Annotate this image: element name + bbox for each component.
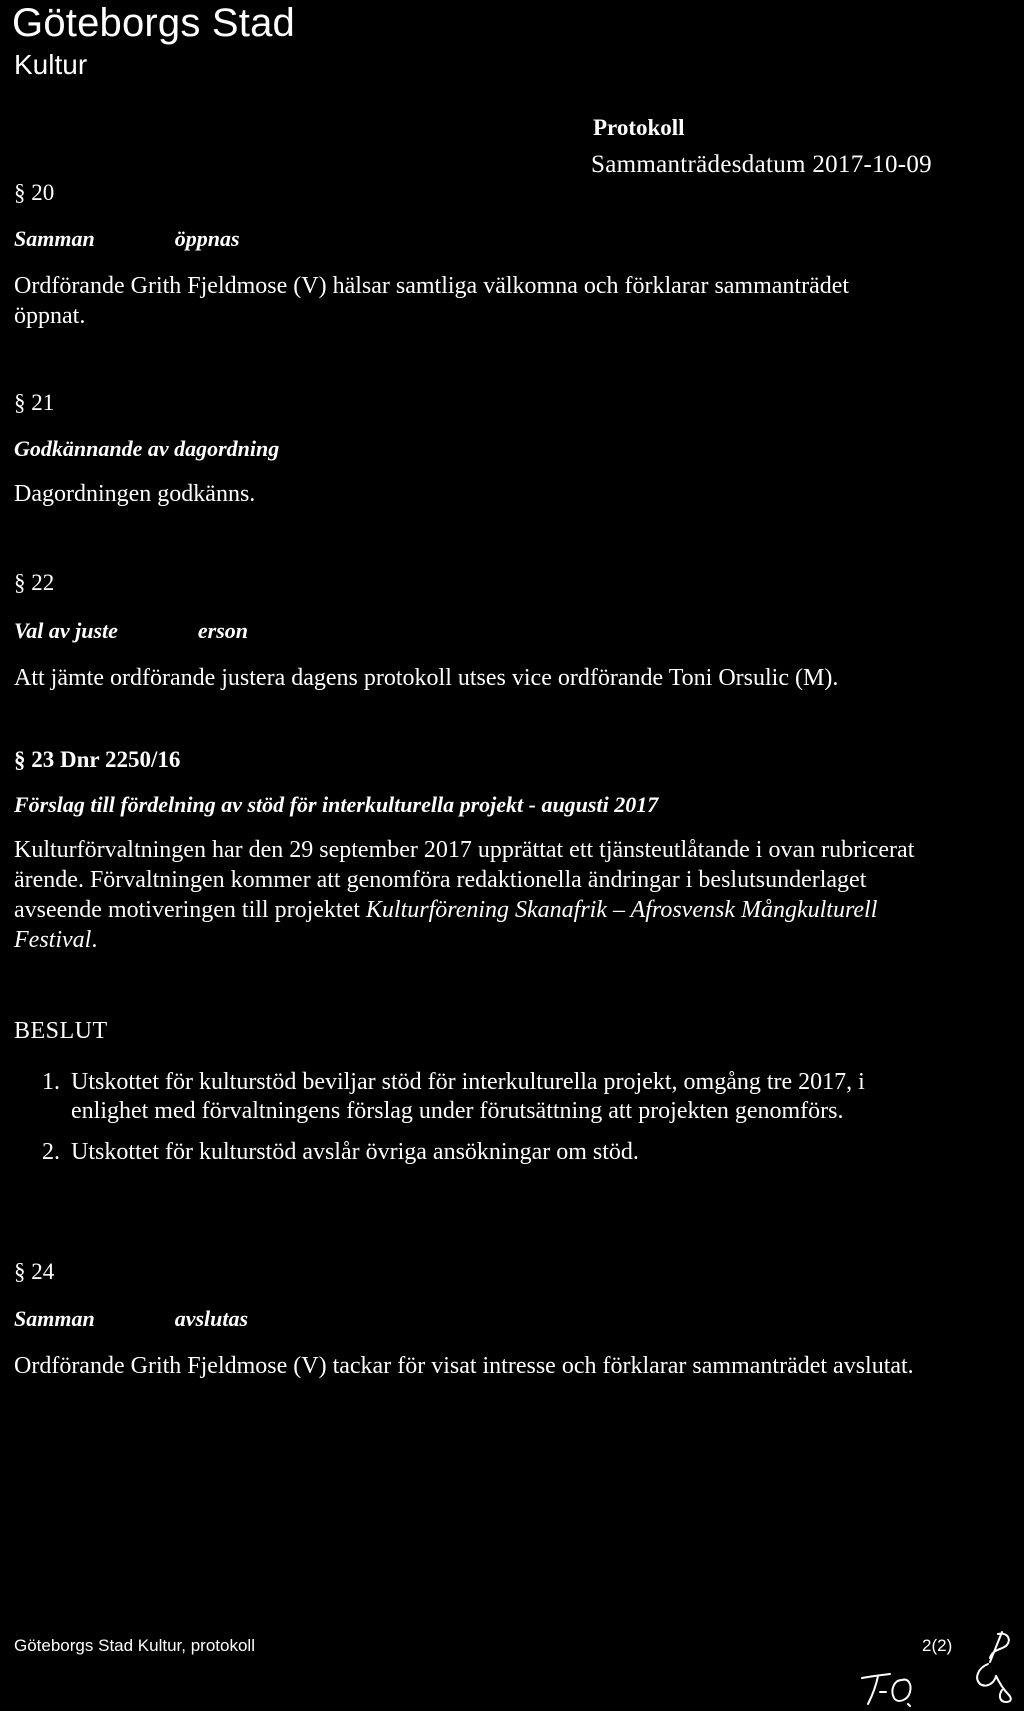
- decision-text: Utskottet för kulturstöd avslår övriga ansökningar om stöd.: [71, 1139, 639, 1165]
- handwritten-initials-to: [858, 1640, 918, 1708]
- section-heading-20-part1: Samman: [14, 226, 95, 251]
- organization-name: Göteborgs Stad: [12, 1, 295, 45]
- section-text-22: Att jämte ordförande justera dagens protokoll utses vice ordförande Toni Orsulic (M).: [14, 665, 839, 691]
- footer-text: Göteborgs Stad Kultur, protokoll: [14, 1636, 255, 1655]
- meeting-date: Sammanträdesdatum 2017-10-09: [591, 151, 932, 178]
- section-heading-24-part2: avslutas: [174, 1306, 249, 1331]
- section-heading-24-part1: Samman: [14, 1306, 95, 1331]
- section-number-22: § 22: [14, 570, 55, 595]
- project-name: Kulturförening Skanafrik – Afrosvensk Mångkulturell Festival: [14, 897, 878, 953]
- section-text-23: [14, 835, 924, 955]
- section-number-20: § 20: [14, 180, 55, 205]
- section-text-20: Ordförande Grith Fjeldmose (V) hälsar samtliga välkomna och förklarar sammanträdet öppnat.: [14, 273, 850, 329]
- department-name: Kultur: [14, 49, 88, 80]
- decision-number: 2.: [42, 1139, 60, 1165]
- decision-label: BESLUT: [14, 1018, 108, 1044]
- section-heading-23: Förslag till fördelning av stöd för interkulturella projekt - augusti 2017: [14, 792, 659, 817]
- section-heading-22-part2: erson: [197, 618, 249, 643]
- decision-item: [14, 1138, 934, 1167]
- section-number-23: § 23 Dnr 2250/16: [14, 747, 181, 772]
- section-heading-21: Godkännande av dagordning: [14, 436, 280, 461]
- document-type: Protokoll: [593, 115, 685, 140]
- decision-text: Utskottet för kulturstöd beviljar stöd för interkulturella projekt, omgång tre 2017, i enlighet med förvaltningens förslag under förutsättning att projekten genomförs.: [71, 1069, 865, 1124]
- decision-list: [14, 1068, 934, 1179]
- section-heading-20: [14, 225, 240, 253]
- section-heading-20-part2: öppnas: [174, 226, 240, 251]
- section-text-24: Ordförande Grith Fjeldmose (V) tackar för visat intresse och förklarar sammanträdet avslutat.: [14, 1353, 914, 1379]
- decision-number: 1.: [42, 1069, 60, 1095]
- section-heading-22-part1: Val av juste: [14, 618, 118, 643]
- decision-item: [14, 1068, 934, 1126]
- handwritten-initials-signature: [968, 1628, 1018, 1708]
- section-heading-22: [14, 617, 248, 645]
- section-number-24: § 24: [14, 1259, 55, 1284]
- section-text-21: Dagordningen godkänns.: [14, 481, 256, 507]
- section-text-23-plain: Kulturförvaltningen har den 29 september 2017 upprättat ett tjänsteutlåtande i ovan rubricerat ärende. Förvaltningen kommer att genomföra redaktionella ändringar i beslutsunderlaget avseende motiveringen till projektet: [14, 837, 915, 923]
- section-text-23-end: .: [91, 927, 98, 953]
- section-heading-24: [14, 1305, 248, 1333]
- page-number: 2(2): [922, 1636, 953, 1655]
- section-number-21: § 21: [14, 390, 55, 415]
